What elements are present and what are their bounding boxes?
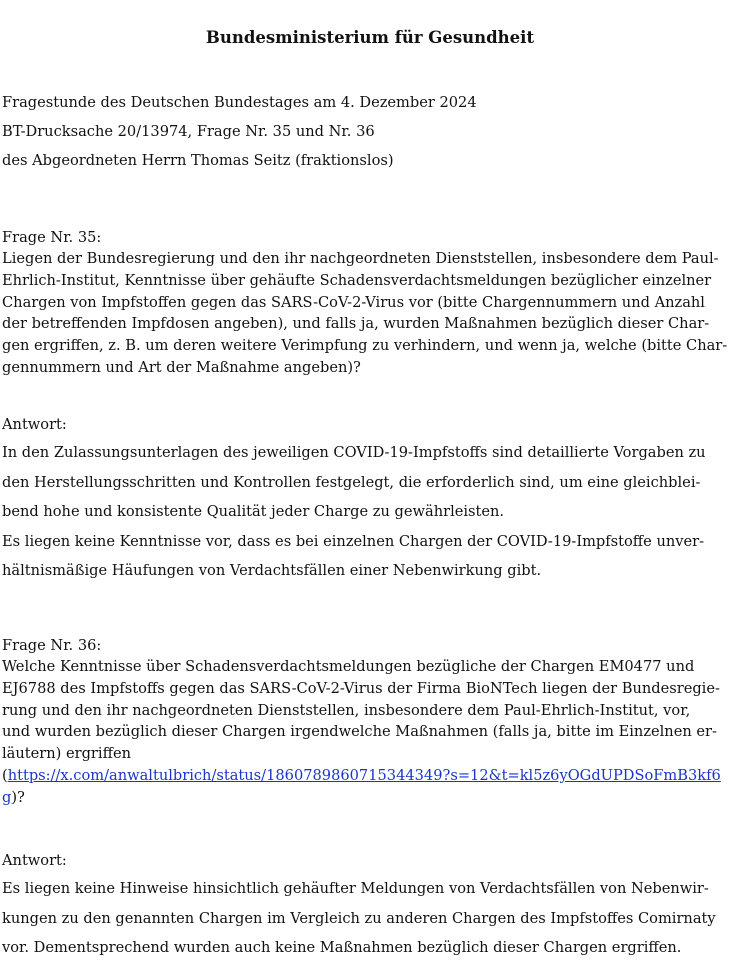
answer-36 [2,848,736,963]
question-35-line: gen ergriffen, z. B. um deren weitere Verimpfung zu verhindern, und wenn ja, welche (bitte Char- [2,337,728,355]
document-header [2,88,736,175]
answer-36-line: vor. Dementsprechend wurden auch keine Maßnahmen bezüglich dieser Chargen ergriffen. [2,939,682,956]
header-line-drucksache: BT-Drucksache 20/13974, Frage Nr. 35 und Nr. 36 [2,123,375,140]
question-35-text [2,248,736,379]
header-line-date: Fragestunde des Deutschen Bundestages am 4. Dezember 2024 [2,94,477,111]
answer-35-line: Es liegen keine Kenntnisse vor, dass es bei einzelnen Chargen der COVID-19-Impfstoffe unver- [2,532,705,550]
link-close-paren: )? [11,788,25,806]
answer-35-label: Antwort: [2,416,67,433]
answer-36-line: kungen zu den genannten Chargen im Vergleich zu anderen Chargen des Impfstoffes Comirnaty [2,909,716,927]
question-36-line: läutern) ergriffen [2,745,131,763]
question-36-link-line-2 [2,787,736,809]
question-35-line: gennummern und Art der Maßnahme angeben)? [2,358,361,376]
question-35 [2,228,736,379]
question-36-link-line [2,765,736,787]
question-36-line: rung und den ihr nachgeordneten Dienststellen, insbesondere dem Paul-Ehrlich-Institut, vor, [2,701,691,719]
question-36-label: Frage Nr. 36: [2,637,102,654]
tweet-link-continued[interactable]: g [2,788,12,806]
answer-35-line: bend hohe und konsistente Qualität jeder Charge zu gewährleisten. [2,503,505,520]
question-35-label: Frage Nr. 35: [2,229,102,246]
question-35-line: Ehrlich-Institut, Kenntnisse über gehäufte Schadensverdachtsmeldungen bezüglicher einzelner [2,271,712,289]
question-36 [2,636,736,809]
header-line-abgeordneter: des Abgeordneten Herrn Thomas Seitz (fraktionslos) [2,152,394,169]
answer-36-label: Antwort: [2,852,67,869]
question-36-line: und wurden bezüglich dieser Chargen irgendwelche Maßnahmen (falls ja, bitte im Einzelnen er- [2,723,717,741]
answer-35-line: In den Zulassungsunterlagen des jeweiligen COVID-19-Impfstoffs sind detaillierte Vorgaben zu [2,444,706,461]
answer-36-text [2,874,736,963]
question-35-line: Chargen von Impfstoffen gegen das SARS-CoV-2-Virus vor (bitte Chargennummern und Anzahl [2,293,705,311]
answer-36-line: Es liegen keine Hinweise hinsichtlich gehäufter Meldungen von Verdachtsfällen von Nebenwir- [2,880,709,897]
question-35-line: Liegen der Bundesregierung und den ihr nachgeordneten Dienststellen, insbesondere dem Paul- [2,250,719,267]
link-open-paren: ( [2,766,8,784]
answer-35-line: den Herstellungsschritten und Kontrollen festgelegt, die erforderlich sind, um eine gleichblei- [2,473,701,491]
question-36-line: EJ6788 des Impfstoffs gegen das SARS-CoV-2-Virus der Firma BioNTech liegen der Bundesregie- [2,679,720,697]
question-35-line: der betreffenden Impfdosen angeben), und falls ja, wurden Maßnahmen bezüglich dieser Char- [2,315,710,333]
tweet-link[interactable]: https://x.com/anwaltulbrich/status/1860789860715344349?s=12&t=kl5z6yOGdUPDSoFmB3kf6 [7,766,721,784]
answer-35 [2,412,736,586]
answer-35-text [2,438,736,586]
document-title: Bundesministerium für Gesundheit [205,28,535,47]
question-36-line: Welche Kenntnisse über Schadensverdachtsmeldungen bezügliche der Chargen EM0477 und [2,658,695,675]
question-36-text [2,656,736,809]
answer-35-line: hältnismäßige Häufungen von Verdachtsfällen einer Nebenwirkung gibt. [2,562,542,579]
